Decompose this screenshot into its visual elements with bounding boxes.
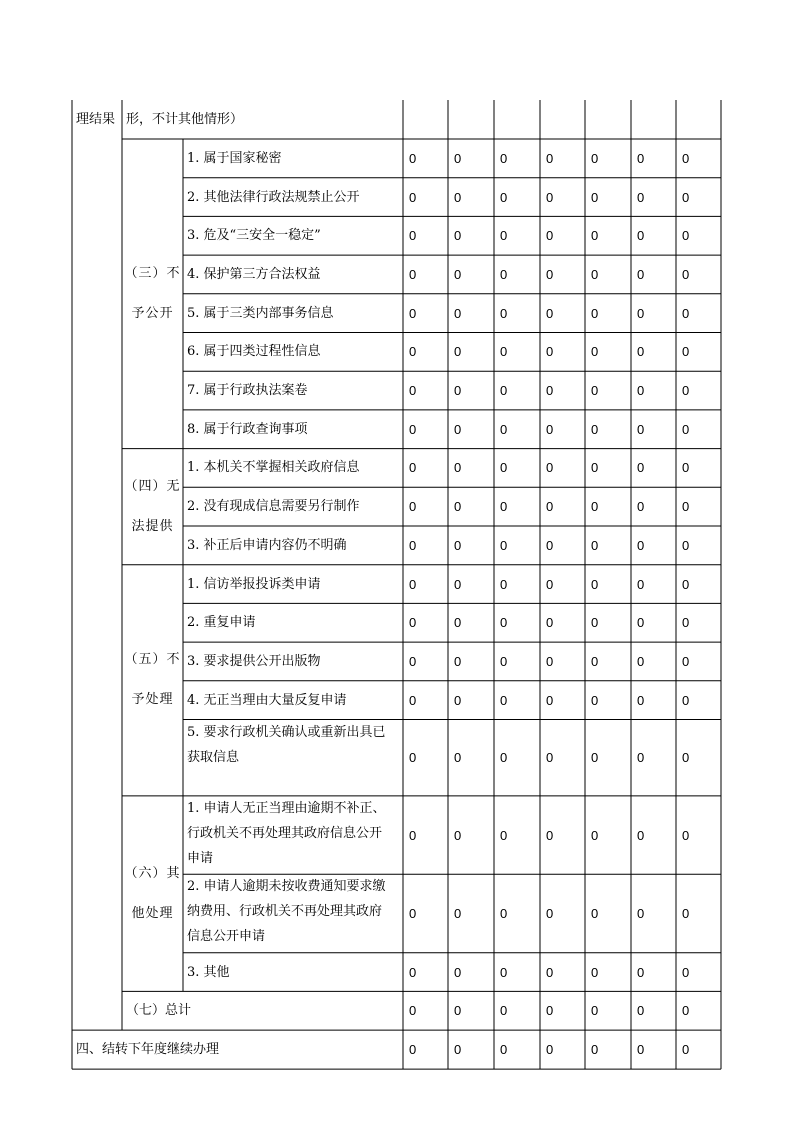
value-cell: 0 <box>637 421 645 437</box>
value-cell: 0 <box>409 1003 417 1019</box>
value-cell: 0 <box>682 615 690 631</box>
value-cell: 0 <box>591 266 599 282</box>
row-label: 6. 属于四类过程性信息 <box>187 344 321 360</box>
group-label-line: 予公开 <box>131 305 174 321</box>
value-cell: 0 <box>500 1042 508 1058</box>
row-label: 2. 其他法律行政法规禁止公开 <box>187 189 360 205</box>
value-cell: 0 <box>454 615 462 631</box>
value-cell: 0 <box>682 1042 690 1058</box>
value-cell: 0 <box>591 1042 599 1058</box>
value-cell: 0 <box>546 964 554 980</box>
value-cell: 0 <box>637 964 645 980</box>
value-cell: 0 <box>637 460 645 476</box>
value-cell: 0 <box>546 750 554 766</box>
value-cell: 0 <box>682 576 690 592</box>
row-label: 5. 属于三类内部事务信息 <box>187 305 334 321</box>
value-cell: 0 <box>682 905 690 921</box>
value-cell: 0 <box>454 537 462 553</box>
value-cell: 0 <box>409 228 417 244</box>
value-cell: 0 <box>454 499 462 515</box>
row-label <box>183 796 403 874</box>
value-cell: 0 <box>454 827 462 843</box>
value-cell: 0 <box>682 150 690 166</box>
value-cell: 0 <box>546 189 554 205</box>
row-label-fragment: 形，不计其他情形） <box>126 112 244 127</box>
value-cell: 0 <box>546 305 554 321</box>
value-cell: 0 <box>454 421 462 437</box>
value-cell: 0 <box>546 537 554 553</box>
value-cell: 0 <box>409 499 417 515</box>
value-cell: 0 <box>682 750 690 766</box>
value-cell: 0 <box>637 305 645 321</box>
value-cell: 0 <box>409 344 417 360</box>
value-cell: 0 <box>682 460 690 476</box>
value-cell: 0 <box>682 266 690 282</box>
value-cell: 0 <box>591 653 599 669</box>
value-cell: 0 <box>500 228 508 244</box>
group-label <box>122 854 183 934</box>
value-cell: 0 <box>454 1042 462 1058</box>
value-cell: 0 <box>591 421 599 437</box>
value-cell: 0 <box>409 827 417 843</box>
value-cell: 0 <box>637 499 645 515</box>
row-label: 3. 补正后申请内容仍不明确 <box>187 537 347 553</box>
value-cell: 0 <box>682 344 690 360</box>
row-label: 4. 保护第三方合法权益 <box>187 266 321 282</box>
value-cell: 0 <box>546 827 554 843</box>
row-label: 1. 信访举报投诉类申请 <box>187 576 321 592</box>
value-cell: 0 <box>637 615 645 631</box>
value-cell: 0 <box>500 615 508 631</box>
row-label: 2. 没有现成信息需要另行制作 <box>187 499 360 515</box>
value-cell: 0 <box>546 653 554 669</box>
value-cell: 0 <box>546 344 554 360</box>
carry-over-label: 四、结转下年度继续办理 <box>76 1042 220 1058</box>
value-cell: 0 <box>409 305 417 321</box>
value-cell: 0 <box>454 460 462 476</box>
value-cell: 0 <box>409 653 417 669</box>
value-cell: 0 <box>637 150 645 166</box>
value-cell: 0 <box>409 750 417 766</box>
value-cell: 0 <box>682 383 690 399</box>
value-cell: 0 <box>546 421 554 437</box>
group-label-line: （六）其 <box>124 865 181 881</box>
value-cell: 0 <box>637 189 645 205</box>
group-label-line: 法提供 <box>131 518 174 534</box>
value-cell: 0 <box>409 383 417 399</box>
value-cell: 0 <box>591 499 599 515</box>
value-cell: 0 <box>591 692 599 708</box>
value-cell: 0 <box>454 150 462 166</box>
group-label <box>122 467 183 547</box>
value-cell: 0 <box>500 499 508 515</box>
value-cell: 0 <box>409 421 417 437</box>
value-cell: 0 <box>591 228 599 244</box>
value-cell: 0 <box>546 150 554 166</box>
value-cell: 0 <box>637 266 645 282</box>
value-cell: 0 <box>454 750 462 766</box>
group-label-line: （四）无 <box>124 478 181 494</box>
value-cell: 0 <box>637 576 645 592</box>
value-cell: 0 <box>500 189 508 205</box>
value-cell: 0 <box>591 150 599 166</box>
value-cell: 0 <box>546 266 554 282</box>
row-label: 3. 危及“三安全一稳定” <box>187 228 321 244</box>
group-label-line: （五）不 <box>124 652 181 668</box>
value-cell: 0 <box>546 228 554 244</box>
value-cell: 0 <box>500 383 508 399</box>
value-cell: 0 <box>500 827 508 843</box>
value-cell: 0 <box>454 189 462 205</box>
value-cell: 0 <box>637 827 645 843</box>
value-cell: 0 <box>637 692 645 708</box>
value-cell: 0 <box>454 905 462 921</box>
value-cell: 0 <box>546 615 554 631</box>
value-cell: 0 <box>591 750 599 766</box>
row-label: 8. 属于行政查询事项 <box>187 421 308 437</box>
value-cell: 0 <box>682 228 690 244</box>
value-cell: 0 <box>409 537 417 553</box>
row-label <box>183 874 403 952</box>
row-label: 1. 属于国家秘密 <box>187 150 282 166</box>
value-cell: 0 <box>546 692 554 708</box>
value-cell: 0 <box>637 1003 645 1019</box>
value-cell: 0 <box>500 1003 508 1019</box>
value-cell: 0 <box>637 537 645 553</box>
value-cell: 0 <box>682 189 690 205</box>
value-cell: 0 <box>454 266 462 282</box>
value-cell: 0 <box>682 305 690 321</box>
row-label-line: 2. 申请人逾期未按收费通知要求缴 <box>187 879 386 895</box>
value-cell: 0 <box>682 964 690 980</box>
value-cell: 0 <box>546 383 554 399</box>
value-cell: 0 <box>409 964 417 980</box>
value-cell: 0 <box>637 383 645 399</box>
value-cell: 0 <box>682 1003 690 1019</box>
value-cell: 0 <box>500 692 508 708</box>
value-cell: 0 <box>591 189 599 205</box>
row-label-line: 获取信息 <box>187 749 240 765</box>
value-cell: 0 <box>454 1003 462 1019</box>
row-label: 7. 属于行政执法案卷 <box>187 383 308 399</box>
value-cell: 0 <box>591 344 599 360</box>
value-cell: 0 <box>500 266 508 282</box>
row-label-line: 1. 申请人无正当理由逾期不补正、 <box>187 800 386 816</box>
value-cell: 0 <box>591 305 599 321</box>
value-cell: 0 <box>591 827 599 843</box>
value-cell: 0 <box>454 964 462 980</box>
value-cell: 0 <box>682 499 690 515</box>
value-cell: 0 <box>637 653 645 669</box>
group-label-line: （三）不 <box>124 265 181 281</box>
value-cell: 0 <box>682 421 690 437</box>
value-cell: 0 <box>454 383 462 399</box>
value-cell: 0 <box>546 1042 554 1058</box>
value-cell: 0 <box>454 576 462 592</box>
value-cell: 0 <box>409 576 417 592</box>
value-cell: 0 <box>409 615 417 631</box>
value-cell: 0 <box>637 905 645 921</box>
value-cell: 0 <box>500 344 508 360</box>
value-cell: 0 <box>637 1042 645 1058</box>
value-cell: 0 <box>546 499 554 515</box>
row-label: 4. 无正当理由大量反复申请 <box>187 692 347 708</box>
value-cell: 0 <box>637 344 645 360</box>
row-label: 1. 本机关不掌握相关政府信息 <box>187 460 360 476</box>
value-cell: 0 <box>409 460 417 476</box>
group-label <box>122 254 183 334</box>
value-cell: 0 <box>454 344 462 360</box>
value-cell: 0 <box>500 964 508 980</box>
value-cell: 0 <box>454 305 462 321</box>
value-cell: 0 <box>682 692 690 708</box>
value-cell: 0 <box>591 615 599 631</box>
value-cell: 0 <box>409 150 417 166</box>
value-cell: 0 <box>500 750 508 766</box>
value-cell: 0 <box>500 421 508 437</box>
row-label: 2. 重复申请 <box>187 615 256 631</box>
value-cell: 0 <box>409 189 417 205</box>
section-label: 理结果 <box>76 112 116 127</box>
value-cell: 0 <box>409 1042 417 1058</box>
row-label <box>183 720 403 796</box>
row-label-line: 行政机关不再处理其政府信息公开 <box>187 825 383 841</box>
total-label: （七）总计 <box>126 1003 192 1019</box>
value-cell: 0 <box>591 383 599 399</box>
group-label <box>122 640 183 720</box>
value-cell: 0 <box>500 460 508 476</box>
value-cell: 0 <box>637 228 645 244</box>
row-label-line: 申请 <box>187 850 214 866</box>
value-cell: 0 <box>637 750 645 766</box>
row-label-line: 5. 要求行政机关确认或重新出具已 <box>187 724 386 740</box>
value-cell: 0 <box>409 692 417 708</box>
value-cell: 0 <box>546 1003 554 1019</box>
value-cell: 0 <box>454 653 462 669</box>
value-cell: 0 <box>500 653 508 669</box>
group-label-line: 他处理 <box>131 905 174 921</box>
value-cell: 0 <box>500 537 508 553</box>
value-cell: 0 <box>500 905 508 921</box>
value-cell: 0 <box>591 576 599 592</box>
value-cell: 0 <box>591 905 599 921</box>
value-cell: 0 <box>546 905 554 921</box>
value-cell: 0 <box>409 266 417 282</box>
value-cell: 0 <box>454 692 462 708</box>
value-cell: 0 <box>500 305 508 321</box>
value-cell: 0 <box>546 576 554 592</box>
value-cell: 0 <box>500 576 508 592</box>
value-cell: 0 <box>591 537 599 553</box>
value-cell: 0 <box>454 228 462 244</box>
value-cell: 0 <box>546 460 554 476</box>
group-label-line: 予处理 <box>131 692 174 708</box>
value-cell: 0 <box>591 1003 599 1019</box>
value-cell: 0 <box>682 537 690 553</box>
value-cell: 0 <box>500 150 508 166</box>
value-cell: 0 <box>682 827 690 843</box>
value-cell: 0 <box>591 460 599 476</box>
row-label: 3. 其他 <box>187 964 230 980</box>
value-cell: 0 <box>591 964 599 980</box>
row-label: 3. 要求提供公开出版物 <box>187 653 321 669</box>
row-label-line: 纳费用、行政机关不再处理其政府 <box>187 904 383 920</box>
value-cell: 0 <box>409 905 417 921</box>
value-cell: 0 <box>682 653 690 669</box>
row-label-line: 信息公开申请 <box>187 929 266 945</box>
